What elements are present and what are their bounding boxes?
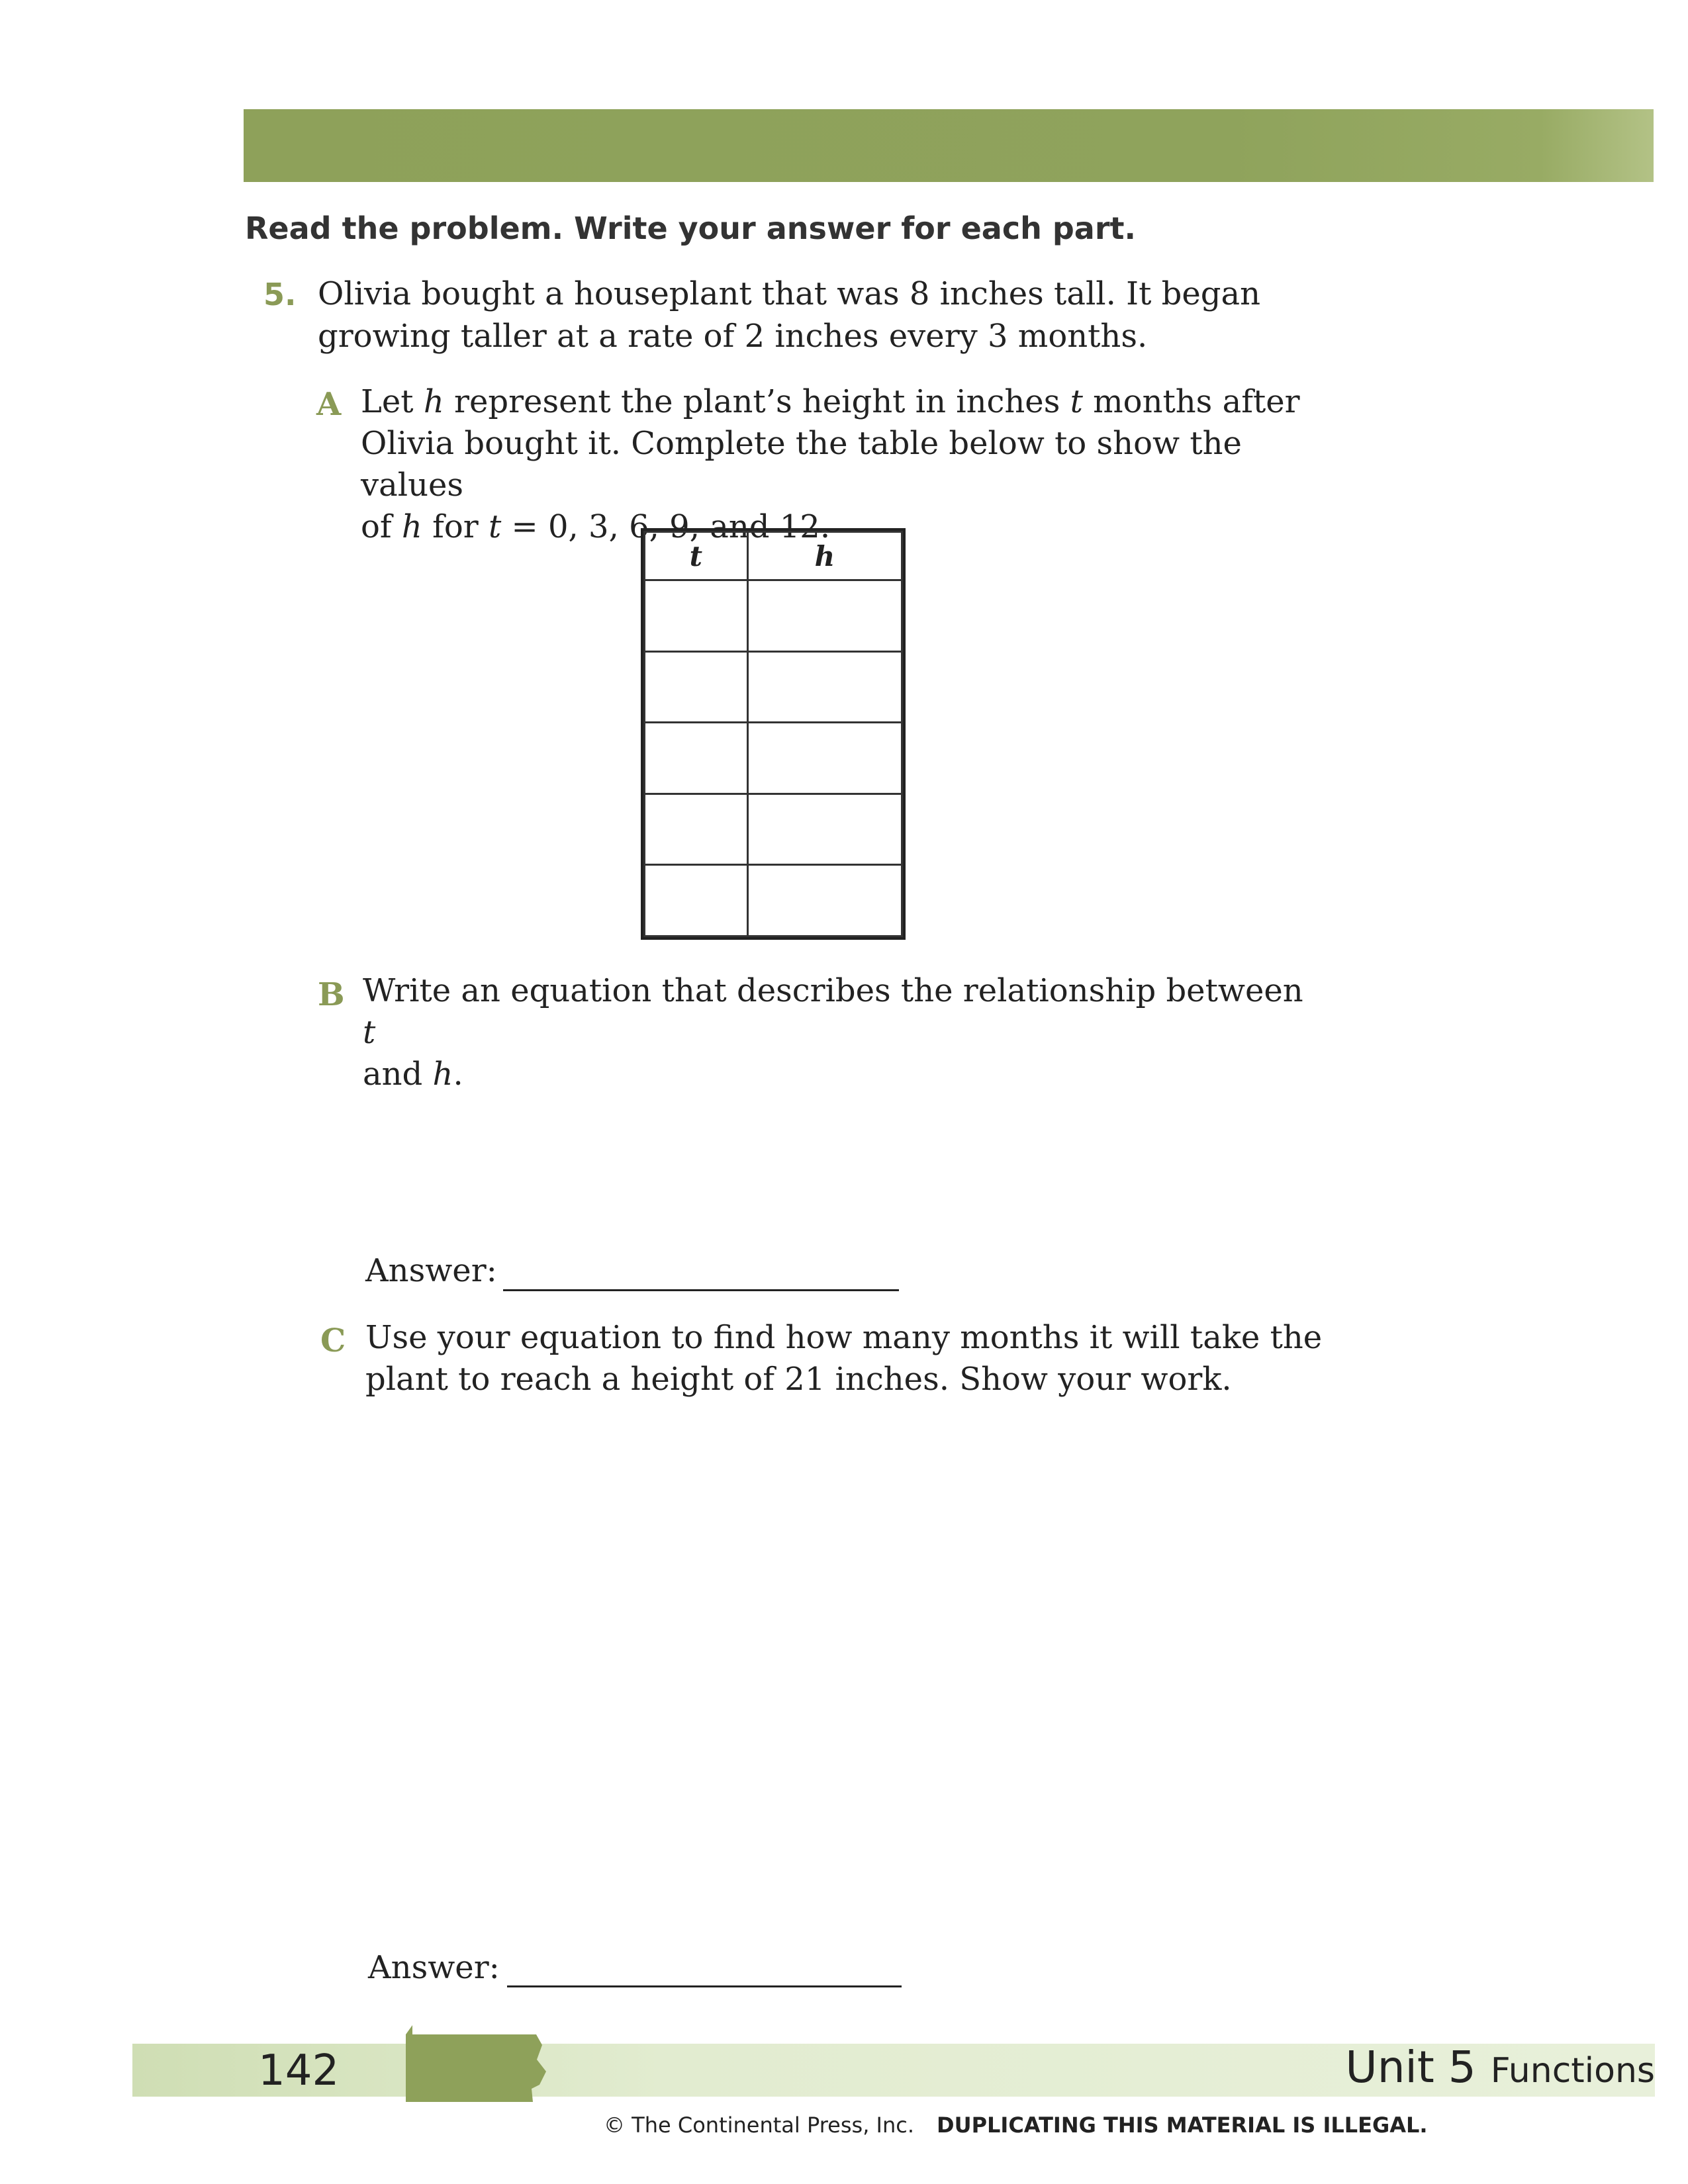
table-row — [645, 865, 902, 936]
copyright-text: © The Continental Press, Inc. — [604, 2113, 915, 2138]
answer-line-c[interactable] — [507, 1985, 902, 1987]
question-text-line: Olivia bought a houseplant that was 8 inches tall. It began — [318, 275, 1261, 312]
part-c-letter: C — [320, 1322, 346, 1359]
legal-notice: DUPLICATING THIS MATERIAL IS ILLEGAL. — [937, 2113, 1428, 2138]
copyright-line — [604, 2113, 1428, 2138]
question-text-line: growing taller at a rate of 2 inches every 3 months. — [318, 318, 1148, 355]
t-h-table — [641, 528, 906, 940]
table-cell-t[interactable] — [645, 651, 748, 723]
unit-number: Unit 5 — [1345, 2042, 1476, 2093]
part-b-line: and h. — [363, 1056, 463, 1093]
part-a-line: Olivia bought it. Complete the table below to show the values — [361, 425, 1242, 504]
table-cell-t[interactable] — [645, 865, 748, 936]
part-c-line: Use your equation to find how many months it will take the — [365, 1319, 1323, 1356]
part-a-line: of h for t = 0, 3, 6, 9, and 12. — [361, 508, 831, 545]
part-c-text — [365, 1317, 1325, 1400]
table-cell-t[interactable] — [645, 723, 748, 794]
part-a-line: Let h represent the plant’s height in inches t months after — [361, 383, 1300, 420]
table-cell-t[interactable] — [645, 794, 748, 865]
header-color-band — [244, 109, 1654, 182]
table-row — [645, 794, 902, 865]
part-b-line: Write an equation that describes the relationship between t — [363, 972, 1303, 1051]
table-cell-h[interactable] — [747, 580, 902, 652]
question-text — [318, 273, 1311, 357]
part-a-text — [361, 381, 1321, 548]
table-cell-h[interactable] — [747, 723, 902, 794]
table-header-h: h — [747, 532, 902, 580]
answer-label-b: Answer: — [365, 1252, 497, 1289]
table-cell-t[interactable] — [645, 580, 748, 652]
part-c-line: plant to reach a height of 21 inches. Show your work. — [365, 1361, 1232, 1398]
table-cell-h[interactable] — [747, 865, 902, 936]
table-row — [645, 651, 902, 723]
table-row — [645, 723, 902, 794]
unit-topic: Functions — [1490, 2051, 1655, 2091]
question-number: 5. — [263, 277, 297, 312]
answer-line-b[interactable] — [503, 1289, 899, 1291]
answer-label-c: Answer: — [368, 1949, 500, 1986]
part-a-letter: A — [316, 386, 342, 423]
table-cell-h[interactable] — [747, 651, 902, 723]
part-b-letter: B — [318, 976, 345, 1013]
part-b-text — [363, 970, 1323, 1095]
unit-title — [1345, 2042, 1655, 2093]
state-outline-icon — [400, 2020, 556, 2106]
instructions-heading: Read the problem. Write your answer for each part. — [245, 210, 1136, 246]
table-cell-h[interactable] — [747, 794, 902, 865]
page-number: 142 — [258, 2046, 340, 2095]
table-header-t: t — [645, 532, 748, 580]
table-row — [645, 580, 902, 652]
